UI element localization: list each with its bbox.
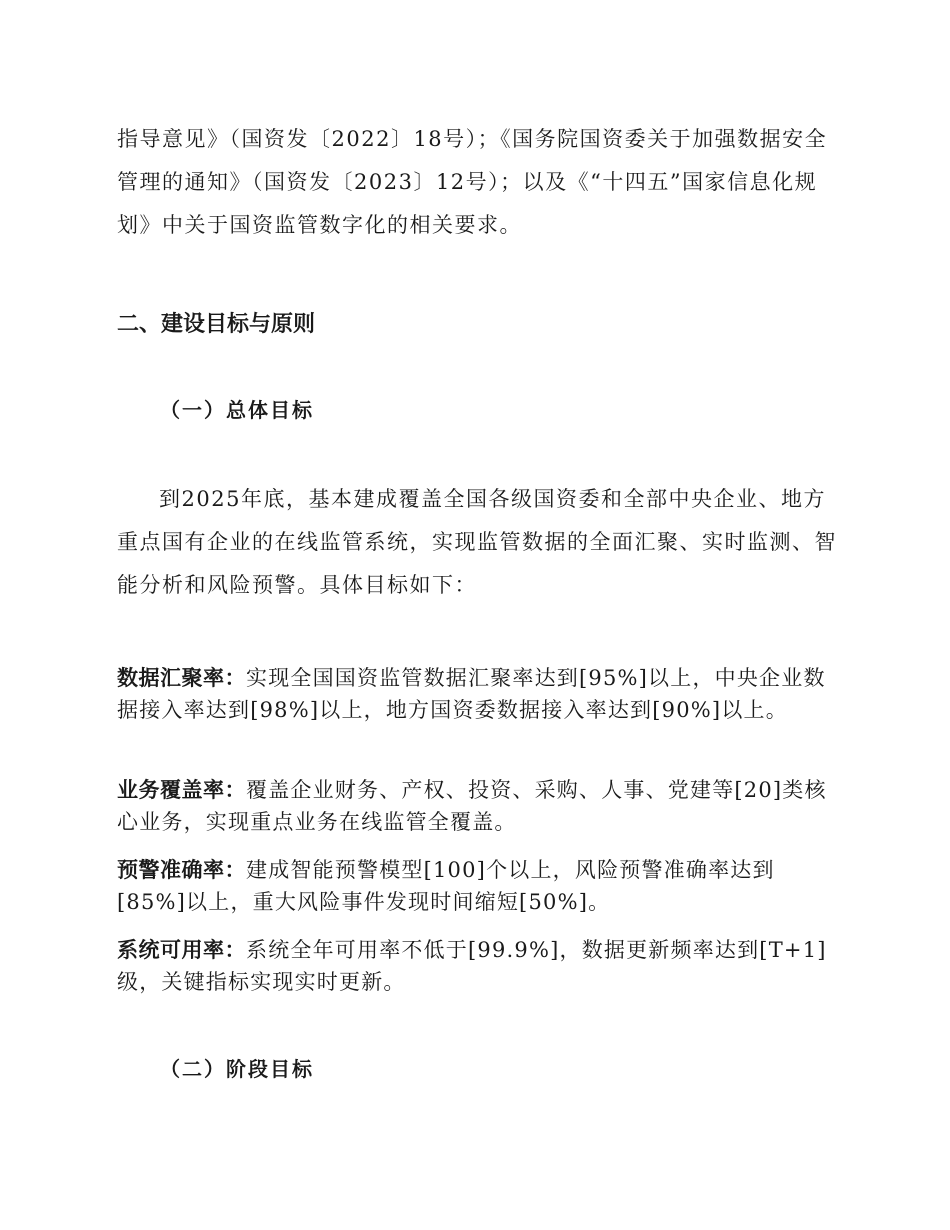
target-item-system-availability bbox=[117, 934, 837, 998]
target-separator: ： bbox=[224, 858, 246, 882]
section-heading: 二、建设目标与原则 bbox=[117, 312, 316, 337]
target-label: 业务覆盖率 bbox=[117, 778, 225, 802]
target-item-warning-accuracy bbox=[117, 854, 837, 918]
target-label: 系统可用率 bbox=[117, 938, 225, 962]
target-separator: ： bbox=[224, 778, 246, 802]
target-separator: ： bbox=[224, 938, 246, 962]
intro-paragraph: 指导意见》（国资发〔2022〕18号）；《国务院国资委关于加强数据安全管理的通知》（国资发〔2023〕12号）；以及《“十四五”国家信息化规划》中关于国资监管数字化的相关要求。 bbox=[117, 127, 828, 237]
target-item-business-coverage bbox=[117, 774, 837, 838]
target-text: 覆盖企业财务、产权、投资、采购、人事、党建等[20]类核心业务，实现重点业务在线监管全覆盖。 bbox=[117, 778, 827, 834]
overall-goal-paragraph: 到2025年底，基本建成覆盖全国各级国资委和全部中央企业、地方重点国有企业的在线监管系统，实现监管数据的全面汇聚、实时监测、智能分析和风险预警。具体目标如下： bbox=[117, 487, 837, 597]
target-text: 系统全年可用率不低于[99.9%]，数据更新频率达到[T+1]级，关键指标实现实时更新。 bbox=[117, 938, 827, 994]
subsection-heading-stage-goals: （二）阶段目标 bbox=[160, 1057, 314, 1081]
target-text: 建成智能预警模型[100]个以上，风险预警准确率达到[85%]以上，重大风险事件发现时间缩短[50%]。 bbox=[117, 858, 775, 914]
target-text: 实现全国国资监管数据汇聚率达到[95%]以上，中央企业数据接入率达到[98%]以上，地方国资委数据接入率达到[90%]以上。 bbox=[117, 666, 826, 722]
target-separator: ： bbox=[224, 666, 246, 690]
target-label: 数据汇聚率 bbox=[117, 666, 225, 690]
target-item-data-aggregation bbox=[117, 662, 837, 726]
subsection-heading-overall-goal: （一）总体目标 bbox=[160, 398, 314, 422]
target-label: 预警准确率 bbox=[117, 858, 225, 882]
